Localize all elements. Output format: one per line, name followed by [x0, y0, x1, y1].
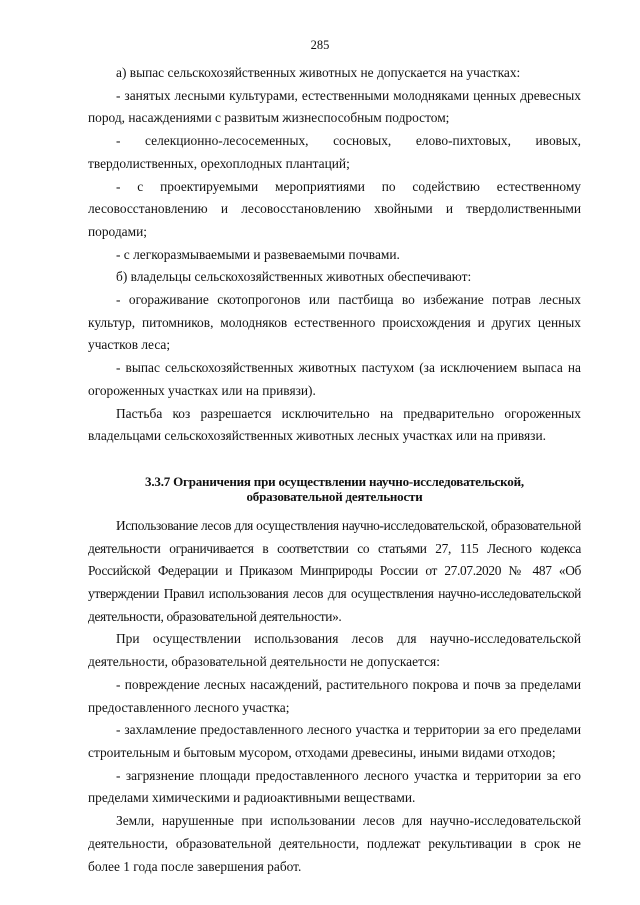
paragraph: При осуществлении использования лесов для научно-исследовательской деятельности, образовательной деятельности не допускается:	[88, 631, 581, 670]
section-heading-line-1: 3.3.7 Ограничения при осуществлении научно-исследовательской,	[145, 473, 524, 489]
paragraph: а) выпас сельскохозяйственных животных не допускается на участках:	[116, 65, 521, 80]
list-item: - повреждение лесных насаждений, растительного покрова и почв за пределами предоставленного лесного участка;	[88, 676, 581, 715]
list-item: - селекционно-лесосеменных, сосновых, елово-пихтовых, ивовых, твердолиственных, орехоплодных плантаций;	[88, 133, 581, 171]
section-heading	[88, 474, 581, 505]
paragraph: Земли, нарушенные при использовании лесов для научно-исследовательской деятельности, образовательной деятельности, подлежат рекультивации в срок не более 1 года после завершения работ.	[88, 813, 581, 874]
list-item: - захламление предоставленного лесного участка и территории за его пределами строительным и бытовым мусором, отходами древесины, иными видами отходов;	[88, 722, 581, 760]
list-item: - выпас сельскохозяйственных животных пастухом (за исключением выпаса на огороженных участках или на привязи).	[88, 360, 581, 398]
list-item: - загрязнение площади предоставленного лесного участка и территории за его пределами химическими и радиоактивными веществами.	[88, 767, 581, 806]
paragraph: б) владельцы сельскохозяйственных животных обеспечивают:	[116, 269, 472, 285]
section-heading-line-2: образовательной деятельности	[246, 489, 423, 505]
list-item: - огораживание скотопрогонов или пастбища во избежание потрав лесных культур, питомников, молодняков естественного происхождения и других ценных участков леса;	[88, 292, 581, 353]
list-item: - с легкоразмываемыми и развеваемыми почвами.	[116, 246, 400, 262]
page-content	[88, 62, 581, 878]
list-item: - с проектируемыми мероприятиями по содействию естественному лесовосстановлению и лесовосстановлению хвойными и твердолиственными породами;	[88, 178, 581, 239]
page-number: 285	[310, 38, 330, 52]
list-item: - занятых лесными культурами, естественными молодняками ценных древесных пород, насаждениями с развитым жизнеспособным подростом;	[88, 87, 581, 126]
paragraph: Пастьба коз разрешается исключительно на предварительно огороженных владельцами сельскохозяйственных животных лесных участках или на привязи.	[88, 405, 581, 444]
paragraph: Использование лесов для осуществления научно-исследовательской, образовательной деятельности ограничивается в соответствии со статьями 27, 115 Лесного кодекса Российской Федерации и Приказом Минприроды России от 27.07.2020 № 487 «Об утверждении Правил использования лесов для осуществления научно-исследовательской деятельности, образовательной деятельности».	[88, 517, 581, 624]
